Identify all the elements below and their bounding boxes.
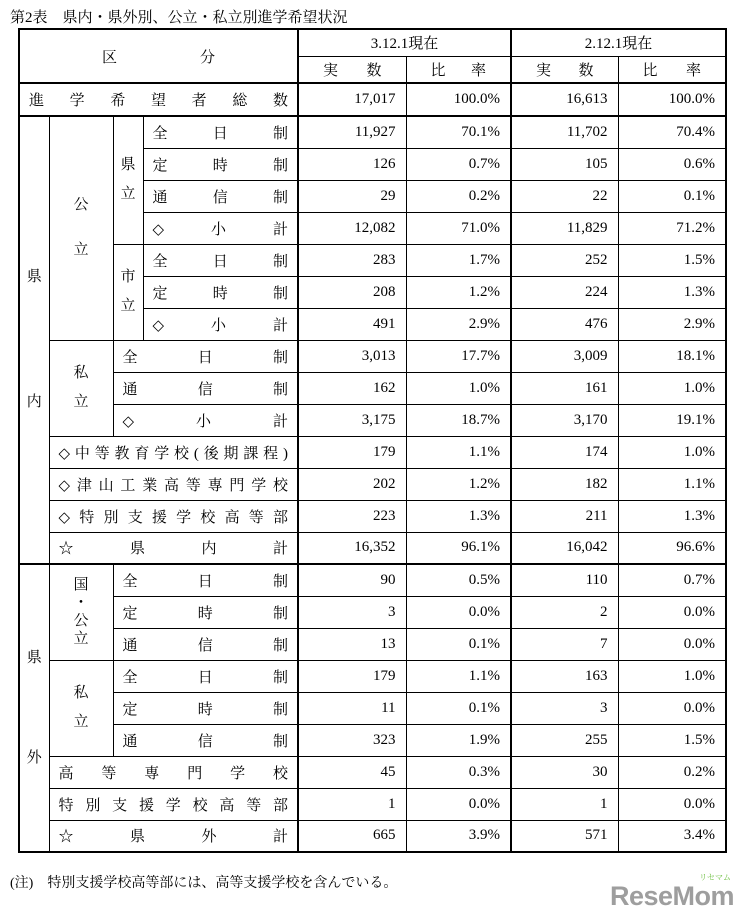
actual-current: 3,175	[298, 404, 406, 436]
header-period-previous: 2.12.1現在	[511, 29, 726, 56]
footnote: (注) 特別支援学校高等部には、高等支援学校を含んでいる。	[10, 876, 398, 891]
actual-current: 16,352	[298, 532, 406, 564]
group-cell-outside	[19, 564, 49, 852]
ratio-current: 70.1%	[406, 116, 511, 148]
actual-previous: 224	[511, 276, 618, 308]
actual-previous: 252	[511, 244, 618, 276]
group-cell-inside	[19, 116, 49, 564]
actual-previous: 1	[511, 788, 618, 820]
actual-previous: 174	[511, 436, 618, 468]
subtotal-row-label: ☆県内計	[49, 532, 298, 564]
ratio-current: 0.1%	[406, 692, 511, 724]
group-label-public: 公 立	[73, 197, 89, 259]
actual-current: 323	[298, 724, 406, 756]
ratio-previous: 19.1%	[618, 404, 726, 436]
actual-current: 45	[298, 756, 406, 788]
group-label-private-outside: 私 立	[73, 685, 89, 730]
actual-previous: 11,829	[511, 212, 618, 244]
row-label: ◇小計	[143, 212, 298, 244]
row-label: 全日制	[113, 660, 298, 692]
ratio-previous: 96.6%	[618, 532, 726, 564]
resemom-logo	[610, 874, 734, 910]
header-ratio-current: 比率	[406, 56, 511, 83]
ratio-current: 1.7%	[406, 244, 511, 276]
ratio-current: 0.7%	[406, 148, 511, 180]
ratio-previous: 1.3%	[618, 276, 726, 308]
ratio-previous: 3.4%	[618, 820, 726, 852]
resemom-logo-text: ReseMom	[609, 881, 734, 911]
ratio-previous: 1.5%	[618, 724, 726, 756]
actual-current: 202	[298, 468, 406, 500]
actual-current: 491	[298, 308, 406, 340]
row-label: 全日制	[143, 244, 298, 276]
group-label-outside: 県 外	[26, 649, 42, 766]
row-label: ◇津山工業高等専門学校	[49, 468, 298, 500]
group-cell-national-public	[49, 564, 113, 660]
ratio-current: 0.0%	[406, 596, 511, 628]
row-label: ◇小計	[143, 308, 298, 340]
ratio-previous: 0.0%	[618, 788, 726, 820]
ratio-current: 1.0%	[406, 372, 511, 404]
ratio-previous: 0.0%	[618, 596, 726, 628]
actual-current: 1	[298, 788, 406, 820]
actual-current: 283	[298, 244, 406, 276]
ratio-previous: 1.0%	[618, 436, 726, 468]
actual-current: 11	[298, 692, 406, 724]
ratio-current: 0.1%	[406, 628, 511, 660]
actual-previous: 16,613	[511, 83, 618, 116]
ratio-previous: 18.1%	[618, 340, 726, 372]
actual-previous: 105	[511, 148, 618, 180]
actual-current: 90	[298, 564, 406, 596]
row-label: 特別支援学校高等部	[49, 788, 298, 820]
actual-current: 162	[298, 372, 406, 404]
actual-current: 11,927	[298, 116, 406, 148]
group-label-prefectural: 県 立	[120, 157, 136, 203]
ratio-previous: 0.6%	[618, 148, 726, 180]
ratio-current: 0.5%	[406, 564, 511, 596]
row-label: ◇特別支援学校高等部	[49, 500, 298, 532]
actual-previous: 16,042	[511, 532, 618, 564]
group-label-national-public: 国 ・ 公 立	[73, 576, 89, 647]
actual-current: 126	[298, 148, 406, 180]
row-label: ◇中等教育学校(後期課程)	[49, 436, 298, 468]
ratio-current: 1.9%	[406, 724, 511, 756]
ratio-current: 17.7%	[406, 340, 511, 372]
actual-previous: 7	[511, 628, 618, 660]
group-cell-private-outside	[49, 660, 113, 756]
ratio-previous: 70.4%	[618, 116, 726, 148]
actual-current: 665	[298, 820, 406, 852]
group-cell-private-inside	[49, 340, 113, 436]
header-actual-current: 実数	[298, 56, 406, 83]
actual-current: 17,017	[298, 83, 406, 116]
ratio-current: 100.0%	[406, 83, 511, 116]
actual-current: 13	[298, 628, 406, 660]
header-actual-previous: 実数	[511, 56, 618, 83]
row-label: 通信制	[143, 180, 298, 212]
ratio-current: 0.0%	[406, 788, 511, 820]
row-label: 高等専門学校	[49, 756, 298, 788]
actual-current: 223	[298, 500, 406, 532]
row-label: 全日制	[113, 340, 298, 372]
ratio-current: 0.2%	[406, 180, 511, 212]
ratio-current: 1.2%	[406, 276, 511, 308]
ratio-current: 1.3%	[406, 500, 511, 532]
actual-previous: 571	[511, 820, 618, 852]
ratio-previous: 0.0%	[618, 692, 726, 724]
group-label-inside: 県 内	[26, 269, 42, 410]
ratio-previous: 1.3%	[618, 500, 726, 532]
group-label-municipal: 市 立	[120, 269, 136, 314]
actual-previous: 476	[511, 308, 618, 340]
actual-current: 179	[298, 660, 406, 692]
enrollment-hope-table	[18, 28, 727, 853]
row-label: 全日制	[113, 564, 298, 596]
actual-current: 3,013	[298, 340, 406, 372]
group-cell-public	[49, 116, 113, 340]
ratio-previous: 0.2%	[618, 756, 726, 788]
ratio-current: 71.0%	[406, 212, 511, 244]
group-cell-municipal	[113, 244, 143, 340]
row-label: 定時制	[143, 276, 298, 308]
actual-current: 29	[298, 180, 406, 212]
actual-previous: 22	[511, 180, 618, 212]
ratio-previous: 1.5%	[618, 244, 726, 276]
ratio-current: 3.9%	[406, 820, 511, 852]
actual-previous: 163	[511, 660, 618, 692]
row-label: 定時制	[113, 596, 298, 628]
actual-current: 208	[298, 276, 406, 308]
ratio-previous: 0.7%	[618, 564, 726, 596]
resemom-logo-katakana: リセマム	[699, 873, 731, 882]
group-cell-prefectural	[113, 116, 143, 244]
row-label: 通信制	[113, 628, 298, 660]
actual-previous: 11,702	[511, 116, 618, 148]
ratio-previous: 100.0%	[618, 83, 726, 116]
ratio-previous: 71.2%	[618, 212, 726, 244]
ratio-current: 96.1%	[406, 532, 511, 564]
subtotal-row-label: ☆県外計	[49, 820, 298, 852]
actual-previous: 255	[511, 724, 618, 756]
ratio-current: 18.7%	[406, 404, 511, 436]
ratio-previous: 1.0%	[618, 372, 726, 404]
actual-previous: 3	[511, 692, 618, 724]
group-label-private-inside: 私 立	[73, 365, 89, 410]
row-label: 定時制	[113, 692, 298, 724]
actual-previous: 110	[511, 564, 618, 596]
actual-current: 179	[298, 436, 406, 468]
ratio-current: 0.3%	[406, 756, 511, 788]
row-label: 通信制	[113, 724, 298, 756]
row-label: ◇小計	[113, 404, 298, 436]
actual-previous: 182	[511, 468, 618, 500]
actual-previous: 30	[511, 756, 618, 788]
row-label: 全日制	[143, 116, 298, 148]
actual-previous: 161	[511, 372, 618, 404]
actual-previous: 2	[511, 596, 618, 628]
ratio-previous: 1.0%	[618, 660, 726, 692]
row-label: 定時制	[143, 148, 298, 180]
row-label: 通信制	[113, 372, 298, 404]
ratio-previous: 0.1%	[618, 180, 726, 212]
page-title: 第2表 県内・県外別、公立・私立別進学希望状況	[10, 10, 348, 26]
header-category: 区分	[19, 29, 298, 83]
actual-current: 3	[298, 596, 406, 628]
ratio-current: 1.2%	[406, 468, 511, 500]
header-ratio-previous: 比率	[618, 56, 726, 83]
actual-previous: 3,009	[511, 340, 618, 372]
actual-previous: 211	[511, 500, 618, 532]
ratio-previous: 1.1%	[618, 468, 726, 500]
total-row-label: 進学希望者総数	[19, 83, 298, 116]
actual-current: 12,082	[298, 212, 406, 244]
ratio-current: 1.1%	[406, 660, 511, 692]
ratio-previous: 0.0%	[618, 628, 726, 660]
header-period-current: 3.12.1現在	[298, 29, 511, 56]
ratio-current: 2.9%	[406, 308, 511, 340]
ratio-current: 1.1%	[406, 436, 511, 468]
ratio-previous: 2.9%	[618, 308, 726, 340]
actual-previous: 3,170	[511, 404, 618, 436]
